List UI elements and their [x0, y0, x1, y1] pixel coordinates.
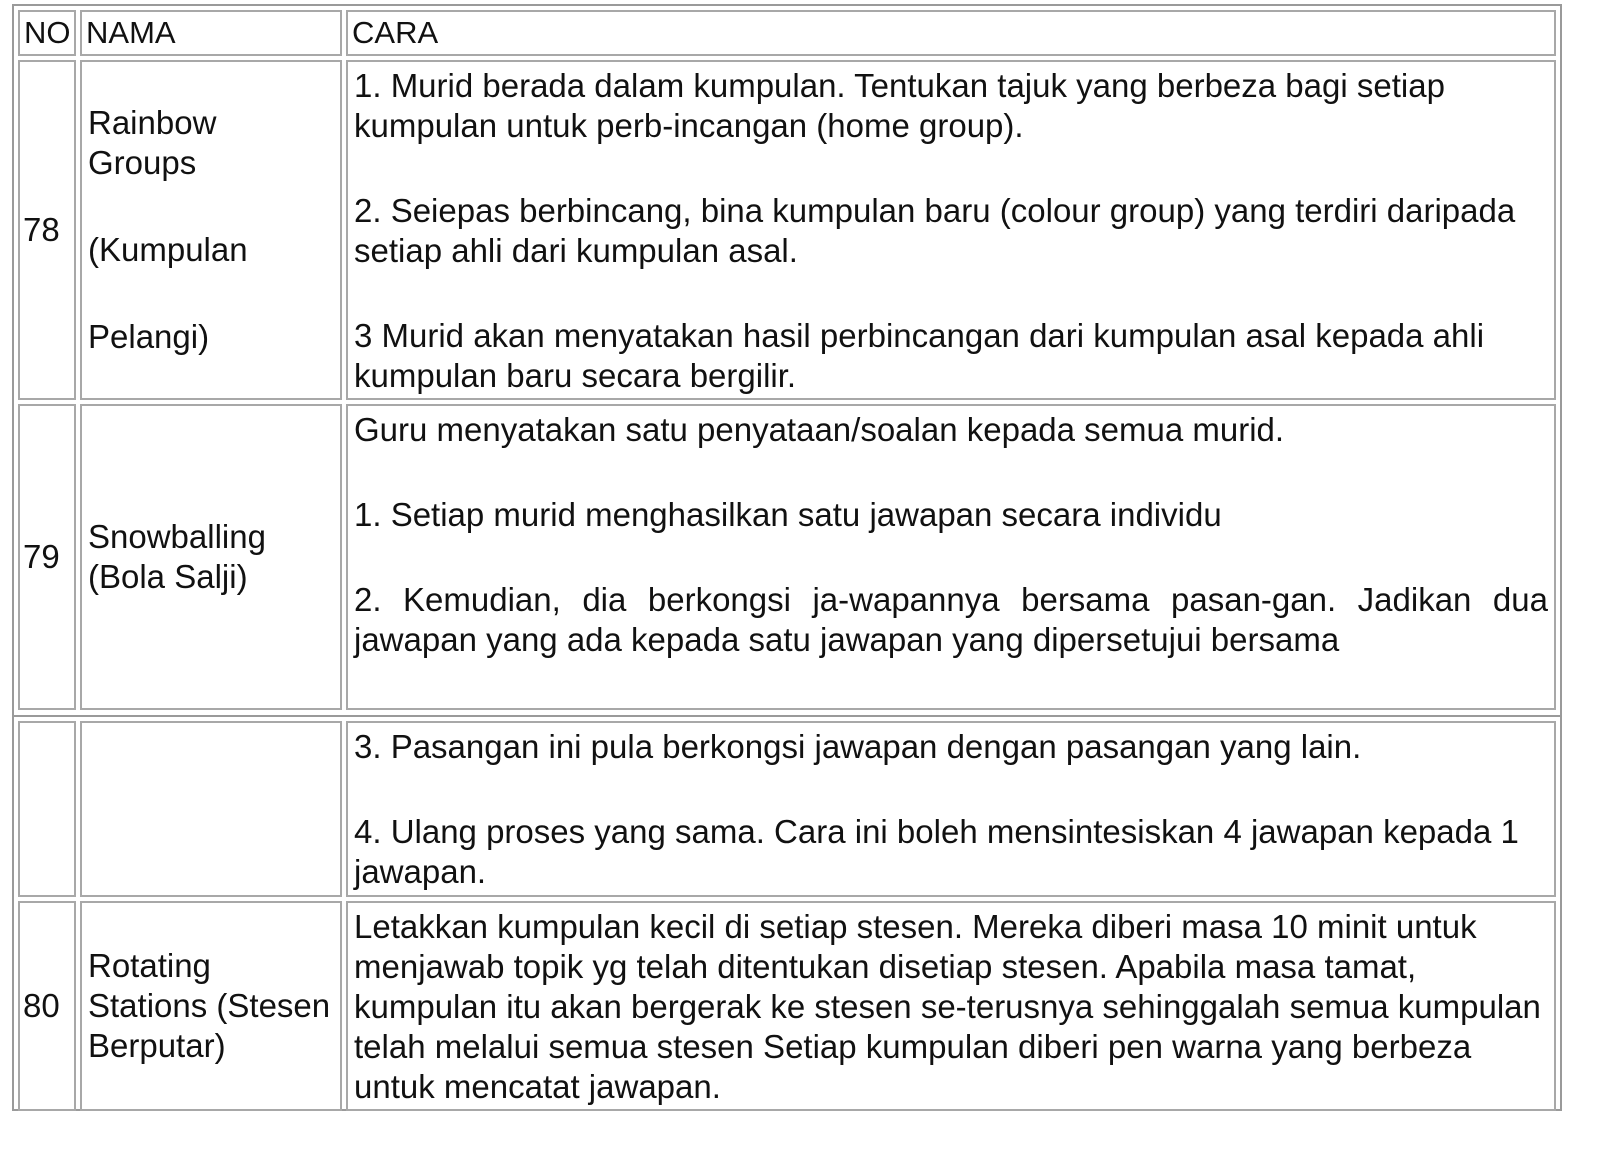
table-row: [18, 721, 1556, 897]
header-cara: CARA: [346, 10, 1556, 56]
cara-paragraph: 2. Seiepas berbincang, bina kumpulan baru (colour group) yang terdiri daripada setiap ahli dari kumpulan asal.: [354, 192, 1516, 269]
row-number: 80: [18, 901, 76, 1111]
nama-line: (Bola Salji): [88, 558, 248, 595]
cara-paragraph: Guru menyatakan satu penyataan/soalan kepada semua murid.: [354, 411, 1285, 448]
cara-paragraph: 1. Murid berada dalam kumpulan. Tentukan tajuk yang berbeza bagi setiap kumpulan untuk perb-incangan (home group).: [354, 67, 1445, 144]
nama-line: Pelangi): [88, 318, 210, 355]
techniques-table-continued: [14, 717, 1560, 1115]
row-number: 79: [18, 404, 76, 710]
cara-paragraph: 1. Setiap murid menghasilkan satu jawapan secara individu: [354, 496, 1222, 533]
row-nama: [80, 901, 342, 1111]
row-cara: [346, 901, 1556, 1111]
table-row: [18, 901, 1556, 1111]
cara-paragraph: Letakkan kumpulan kecil di setiap stesen. Mereka diberi masa 10 minit untuk menjawab topik yg telah ditentukan disetiap stesen. Apabila masa tamat, kumpulan itu akan bergerak ke stesen se-terusnya sehinggalah semua kumpulan telah melalui semua stesen Setiap kumpulan diberi pen warna yang berbeza untuk mencatat jawapan.: [354, 908, 1541, 1105]
row-nama: [80, 60, 342, 400]
row-cara: [346, 721, 1556, 897]
cara-paragraph: 2. Kemudian, dia berkongsi ja-wapannya bersama pasan-gan. Jadikan dua jawapan yang ada kepada satu jawapan yang dipersetujui bersama: [354, 581, 1548, 658]
row-cara: [346, 60, 1556, 400]
nama-line: Groups: [88, 144, 197, 181]
techniques-table: [14, 6, 1560, 714]
nama-line: Rotating: [88, 947, 211, 984]
nama-line: Rainbow: [88, 104, 217, 141]
nama-line: Snowballing: [88, 518, 266, 555]
nama-line: Stations (Stesen: [88, 987, 331, 1024]
cara-paragraph: 3 Murid akan menyatakan hasil perbincangan dari kumpulan asal kepada ahli kumpulan baru secara bergilir.: [354, 317, 1485, 394]
cara-paragraph: 3. Pasangan ini pula berkongsi jawapan dengan pasangan yang lain.: [354, 728, 1362, 765]
header-no: NO: [18, 10, 76, 56]
cara-paragraph: 4. Ulang proses yang sama. Cara ini boleh mensintesiskan 4 jawapan kepada 1 jawapan.: [354, 813, 1519, 890]
header-row: [18, 10, 1556, 56]
row-number: 78: [18, 60, 76, 400]
nama-line: Berputar): [88, 1027, 226, 1064]
header-nama: NAMA: [80, 10, 342, 56]
row-nama: [80, 721, 342, 897]
techniques-table-part-2: [12, 715, 1562, 1111]
techniques-table-part-1: [12, 4, 1562, 717]
row-number: [18, 721, 76, 897]
table-row: [18, 60, 1556, 400]
row-nama: [80, 404, 342, 710]
nama-line: (Kumpulan: [88, 231, 248, 268]
row-cara: [346, 404, 1556, 710]
table-row: [18, 404, 1556, 710]
